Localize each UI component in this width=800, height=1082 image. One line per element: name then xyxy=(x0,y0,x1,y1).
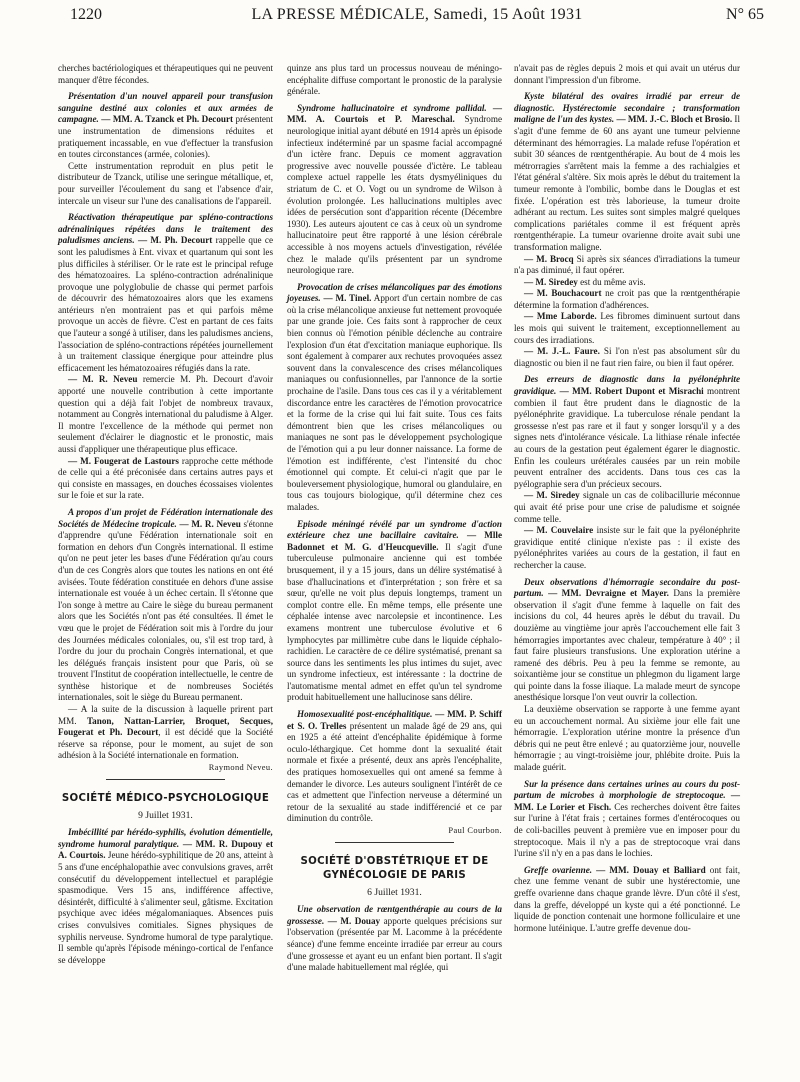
section-heading: SOCIÉTÉ MÉDICO-PSYCHOLOGIQUE xyxy=(61,792,270,804)
authors: — M. Brocq xyxy=(524,253,574,264)
authors: — M. Siredey xyxy=(524,490,580,501)
divider xyxy=(106,779,224,780)
body-text: remercie M. Ph. Decourt d'avoir apporté une nouvelle contribution à cette importante question qui a déjà fait l'objet de nombreux travaux, notamment au Congrès international du paludisme à Alger. Il montre l'excellence de la méthode qui permet non seulement d'éclairer le diagnostic et le pronostic, mais aussi d'appliquer une thérapeutique plus efficace. xyxy=(58,374,273,454)
paragraph xyxy=(58,212,273,374)
column-1 xyxy=(58,63,273,966)
body-text: est du même avis. xyxy=(577,276,646,287)
paragraph xyxy=(58,507,273,704)
body-text: Jeune hérédo-syphilitique de 20 ans, atteint à 5 ans d'une encéphalopathie avec convulsions graves, arrêt consécutif du développement intellectuel et paraplégie spasmodique. Vers 15 ans, indifférence affective, désintérêt, difficulté à s'alimenter seul, gâtisme. Excitation psychique avec idées mégalomaniaques. Absences puis crises convulsives comitiales. Signes physiques de syphilis nerveuse. Syndrome humoral de type paralytique. Il semble qu'après l'épisode méningo-cortical de l'enfance se développe xyxy=(58,850,273,965)
communication-title: Greffe ovarienne. xyxy=(524,864,593,875)
column-3 xyxy=(514,63,740,934)
authors: — MM. J.-C. Bloch et Brosio. xyxy=(614,114,733,125)
paragraph xyxy=(514,91,740,253)
section-heading: SOCIÉTÉ D'OBSTÉTRIQUE ET DE GYNÉCOLOGIE DE PARIS xyxy=(300,855,489,881)
paragraph: quinze ans plus tard un processus nouveau de méningo-encéphalite diffuse comportant le pronostic de la paralysie générale. xyxy=(287,63,502,97)
body-text: signale un cas de colibacillurie méconnue qui avait été prise pour une crise de paludisme et soignée comme telle. xyxy=(514,490,740,524)
authors: — MM. A. Tzanck et Ph. Decourt xyxy=(98,114,234,125)
authors: — MM. Robert Dupont et Misrachi xyxy=(556,386,704,397)
authors: — M. Fougerat de Lastours xyxy=(68,455,179,466)
paragraph xyxy=(514,288,740,311)
body-text: Syndrome neurologique initial ayant débuté en 1914 après un épisode infectieux indéterminé par un spasme facial accompagné d'un ictère franc. Depuis ce moment aggravation progressive avec nouvelle poussée d'ictère. Le tableau complexe actuel rappelle les états dysmyéliniques du striatum de C. et O. Vogt ou un syndrome de Wilson à évolution prolongée. Les hallucinations multiples avec idées de persécution sont d'apparition récente (Décembre 1930). Les auteurs ajoutent ce cas à ceux où un syndrome hallucinatoire peut être rapporté à une lésion cérébrale accessible à nos moyens actuels d'investigation, révélée chez le malade qu'ils présentent par un syndrome neurologique rare. xyxy=(287,114,503,276)
page-number: 1220 xyxy=(70,6,102,23)
paragraph xyxy=(514,865,740,935)
paragraph: La deuxième observation se rapporte à une femme ayant eu un accouchement normal. Au sixième jour elle fait une hémorragie. L'exploration utérine montre la présence d'un débris qui ne peut être enlevé ; au quatorzième jour, nouvelle hémorragie ; au vingt-troisième jour, phlébite droite. Puis la malade guérit. xyxy=(514,704,740,773)
paragraph xyxy=(514,779,740,860)
body-text: montrent combien il faut être prudent dans le diagnostic de la pyélonéphrite gravidique. La tuberculose rénale pendant la grossesse n'est pas rare et il faut y songer lorsqu'il y a des signes nets d'intolérance vésicale. La lithiase rénale infectée au cours de la gestation peut également égarer le diagnostic. Enfin les couleurs urétérales causées par un rein mobile peuvent entraîner des accidents. Dans tous ces cas la pyélographie sera d'un précieux secours. xyxy=(514,386,740,489)
paragraph xyxy=(287,904,502,974)
paragraph xyxy=(58,91,273,161)
authors: — MM. A. Courtois et P. Mareschal. xyxy=(287,102,502,125)
authors: — M. Tinel. xyxy=(320,293,372,304)
body-text: Les fibromes diminuent surtout dans les mois qui suivent le traitement, exceptionnellement au cours des irradiations. xyxy=(514,311,740,345)
authors: — MM. P. Schiff et S. O. Trelles xyxy=(287,709,502,731)
authors: — M. R. Neveu xyxy=(68,374,138,385)
paragraph xyxy=(514,490,740,525)
authors: — M. J.-L. Faure. xyxy=(524,346,600,357)
body-text: Si l'on n'est pas absolument sûr du diagnostic ou bien il ne faut rien faire, ou bien il faut opérer. xyxy=(514,346,740,368)
paragraph: n'avait pas de règles depuis 2 mois et qui avait un utérus dur donnant l'impression d'un fibrome. xyxy=(514,63,740,85)
communication-title: Episode méningé révélé par un syndrome d'action extérieure chez une bacillaire cavitaire. xyxy=(287,518,502,541)
signature: Paul Courbon. xyxy=(448,826,502,835)
body-text: Ces recherches doivent être faites sur l'urine à l'état frais ; certaines formes d'entérocoques ou de coli-bacilles peuvent à première vue en imposer pour du streptocoque. Mais il n'y a pas de streptocoque vrai dans l'urine s'il n'y en a pas dans le lochies. xyxy=(514,801,741,859)
paragraph xyxy=(287,709,502,825)
authors: — MM. Douay et Balliard xyxy=(592,864,706,875)
communication-title: Imbécillité par hérédo-syphilis, évolution démentielle, syndrome humoral paralytique. xyxy=(58,827,273,849)
column-2 xyxy=(287,63,502,974)
body-text: Apport d'un certain nombre de cas où la crise mélancolique anxieuse fut nettement provoquée par une grande joie. Ces faits sont à rapprocher de ceux bien connus où l'émotion pénible déclenche au contraire l'explosion d'un état d'excitation maniaque euphorique. Ils sont également à comparer aux rechutes provoquées assez souvent dans la convalescence des crises mélancoliques maniaques ou confusionnelles, par l'annonce de la sortie prochaine de l'asile. Dans tous ces cas il y a véritablement discordance entre les caractères de l'émotion provocatrice et la forme de la crise qui lui fait suite. Tous ces faits démontrent bien que les crises mélancoliques ou maniaques ne sont pas le développement psychologique de l'émotion qui a pu leur donner naissance. La forme de l'émotion est indifférente, c'est l'intensité du choc émotionnel qui compte. Et celui-ci n'agit que par le bouleversement physiologique, humoral ou glandulaire, en tous cas toujours biologique, qu'il détermine chez ces malades. xyxy=(287,293,502,512)
communication-title: Homosexualité post-encéphalitique. xyxy=(297,709,433,720)
divider xyxy=(335,842,453,843)
communication-title: Présentation d'un nouvel appareil pour transfusion sanguine destiné aux colonies et aux armées de campagne. xyxy=(58,91,273,125)
paragraph xyxy=(58,456,273,502)
paragraph: Cette instrumentation reproduit en plus petit le distributeur de Tzanck, utilise une seringue métallique, et, pour surveiller l'écoulement du sang et l'absence d'air, intercale un viseur sur l'une des canalisations de l'appareil. xyxy=(58,160,273,206)
body-text: ne croit pas que la rœntgenthérapie détermine la formation d'adhérences. xyxy=(514,288,740,310)
session-date: 9 Juillet 1931. xyxy=(138,809,193,821)
paragraph xyxy=(514,277,740,289)
body-text: ont fait, chez une femme venant de subir une hystérectomie, une greffe ovarienne dans chaque grande lèvre. D'un côté il s'est, dans la greffe, développé un kyste qui a été ponctionné. Le liquide de ponction contenait une hormone folliculaire et une hormone lutéinique. L'autre greffe devenue dou- xyxy=(514,864,740,933)
body-text: s'étonne d'apprendre qu'une Fédération internationale soit en formation en dehors d'un Congrès international. Il estime qu'on ne peut jeter les bases d'une Fédération qu'au cours d'un de ces Congrès alors que toutes les nations en ont été avisées. Toute fédération constituée en dehors d'une assise internationale est vouée à un échec certain. Il s'étonne que l'on songe à mettre au Caire le siège du bureau permanent alors que les Sociétés n'ont pas été consultées. Il émet le vœu que le projet de Fédération soit mis à l'ordre du jour des Journées médicales coloniales, ou, s'il est trop tard, à l'ordre du jour du prochain Congrès international, et que les délégués français insistent pour que Paris, où se trouvent l'Institut de coopération intellectuelle, le centre de synthèse historique et de nombreuses Sociétés internationales, soit le siège du Bureau permanent. xyxy=(58,518,274,703)
paragraph xyxy=(58,374,273,455)
paragraph xyxy=(287,519,502,705)
paragraph xyxy=(514,374,740,490)
paragraph xyxy=(58,704,273,762)
communication-title: Sur la présence dans certaines urines au cours du post-partum de microbes à morphologie de streptocoque. xyxy=(514,778,740,801)
body-text: Il s'agit d'une tuberculeuse pulmonaire ancienne qui est tombée brusquement, il y a 15 jours, dans un délire systématisé à base d'hallucinations et d'interprétation ; son frère et sa sœur, qu'elle ne voit plus depuis longtemps, trament un complot contre elle. En même temps, elle présente une céphalée intense avec narcolepsie et incontinence. Les examens montrent une tuberculose évolutive et 6 lymphocytes par millimètre cube dans le liquide céphalo-rachidien. Le caractère de ce délire systématisé, prenant sa source dans les sentiments les plus intimes du sujet, avec un syndrome infectieux, est intéressante : la doctrine de l'automatisme mental admet en effet qu'un tel syndrome produit habituellement une hallucinose sans délire. xyxy=(287,541,502,703)
paragraph xyxy=(514,254,740,277)
body-text: Il s'agit d'une femme de 60 ans ayant une tumeur pelvienne déterminant des hémorragies. La malade refuse l'opération et subit 30 séances de rœntgenthérapie. Au bout de 4 mois les métrorragies s'arrêtent mais la femme a des rachialgies et l'état général s'altère. Six mois après le début du traitement la tumeur remonte à l'ombilic, bombe dans le Douglas et est fixée. L'opération est très laborieuse, la tumeur droite adhérant au rectum. Les suites sont simples malgré quelques complications pariétales comme il est fréquent après rœntgenthérapie. La tumeur ovarienne droite avait subi une transformation maligne. xyxy=(514,114,741,252)
authors: — M. Bouchacourt xyxy=(524,288,602,299)
body-text: , il est décidé que la Société réserve sa réponse, pour le moment, au sujet de son adhésion à la Société internationale en formation. xyxy=(58,727,273,761)
communication-title: Une observation de rœntgenthérapie au cours de la grossesse. xyxy=(287,904,502,926)
issue-number: N° 65 xyxy=(726,6,764,23)
body-text: apporte quelques précisions sur l'observation (présentée par M. Lacomme à la précédente séance) d'une femme enceinte irradiée par erreur au cours d'une grossesse et ayant eu un enfant bien portant. Il s'agit d'une malade habituellement mal réglée, qui xyxy=(287,915,503,973)
paragraph: cherches bactériologiques et thérapeutiques qui ne peuvent manquer d'être fécondes. xyxy=(58,63,273,85)
authors: — MM. Devraigne et Mayer. xyxy=(543,588,669,599)
authors: — MM. Le Lorier et Fisch. xyxy=(514,790,741,812)
body-text: rappelle que ce sont les paludismes à Ent. vivax et quartanum qui sont les plus difficiles à stériliser. Or le rate est le principal refuge des hématozoaires. La spléno-contraction adrénalinique provoque une polyglobulie de chasse qui permet parfois de découvrir des hématozoaires alors que les examens antérieurs n'en montraient pas et qui parfois même provoque un accès de fièvre. C'est en partant de ces faits que l'auteur a songé à utiliser, dans les paludismes anciens, l'association de spléno-contractions répétées journellement à un traitement classique énergique pour atteindre plus efficacement les hématozoaires réfugiés dans la rate. xyxy=(58,235,273,373)
communication-title: Provocation de crises mélancoliques par des émotions joyeuses. xyxy=(287,281,502,304)
body-text: rapproche cette méthode de celle qui a été préconisée dans certains autres pays et qui consiste en massages, en douches écossaises violentes sur le foie et sur la rate. xyxy=(58,455,273,501)
authors: — MM. R. Dupouy et A. Courtois. xyxy=(58,838,274,861)
paragraph xyxy=(514,346,740,369)
authors: — M. Ph. Decourt xyxy=(134,235,213,246)
communication-title: Des erreurs de diagnostic dans la pyélonéphrite gravidique. xyxy=(514,374,740,397)
paragraph xyxy=(58,827,273,966)
paragraph xyxy=(287,103,502,277)
paragraph xyxy=(514,525,740,571)
paragraph xyxy=(287,282,502,514)
body-text: insiste sur le fait que la pyélonéphrite gravidique entité clinique n'existe pas : il existe des pyélonéphrites variées au cours de la gestation, il faut en rechercher la cause. xyxy=(514,525,740,570)
communication-title: Deux observations d'hémorragie secondaire du post-partum. xyxy=(514,576,740,599)
paragraph xyxy=(514,577,740,705)
authors: — Mme Laborde. xyxy=(524,311,597,322)
paragraph xyxy=(514,311,740,346)
authors: — M. R. Neveu xyxy=(176,518,241,529)
communication-title: Kyste bilatéral des ovaires irradié par erreur de diagnostic. Hystérectomie secondaire ; transformation maligne de l'un des kystes. xyxy=(514,91,740,125)
authors: Tanon, Nattan-Larrier, Broquet, Secques, Fougerat et Ph. Decourt xyxy=(58,715,273,738)
authors: — M. Siredey xyxy=(524,276,578,287)
communication-title: Syndrome hallucinatoire et syndrome pallidal. xyxy=(297,102,487,113)
body-text: — A la suite de la discussion à laquelle prirent part MM. xyxy=(58,704,273,726)
session-date: 6 Juillet 1931. xyxy=(367,886,422,898)
journal-title: LA PRESSE MÉDICALE, Samedi, 15 Août 1931 xyxy=(251,6,583,23)
authors: — M. Couvelaire xyxy=(524,525,594,536)
body-text: Dans la première observation il s'agit d'une femme à laquelle on fait des incisions du col, 44 heures après le début du travail. Du douzième au vingtième jour après l'accouchement elle fait 3 hémorragies importantes avec chaleur, température à 40° ; il faut faire plusieurs transfusions. Une exploration utérine a ramené des débris. Peu à peu la femme se remonte, au soixantième jour se constitue un phlegmon du ligament large qui pointe dans la fosse iliaque. La malade meurt de syncope anesthésique lorsque l'on veut ouvrir la collection. xyxy=(514,588,741,703)
body-text: Si après six séances d'irradiations la tumeur n'a pas diminué, il faut opérer. xyxy=(514,253,740,276)
authors: — M. Douay xyxy=(324,915,381,926)
communication-title: Réactivation thérapeutique par spléno-contractions adrénaliniques répétées dans le traitement des paludismes anciens. xyxy=(58,212,273,246)
page-header xyxy=(70,6,764,32)
body-text: présentent un malade âgé de 29 ans, qui en 1925 a été atteint d'encéphalite épidémique à forme oculo-léthargique. Cet homme dont la sexualité était normale et fixée a présenté, deux ans après l'encéphalite, des pratiques homosexuelles qui ont amené sa femme à demander le divorce. Les auteurs soulignent l'intérêt de ce cas et admettent que l'infection nerveuse a déterminé un retour de la sexualité au stade indifférencié et ce par diminution du contrôle. xyxy=(287,720,502,824)
signature: Raymond Neveu. xyxy=(208,763,273,773)
authors: — Mlle Badonnet et M. G. d'Heucqueville. xyxy=(287,530,502,552)
communication-title: A propos d'un projet de Fédération internationale des Sociétés de Médecine tropicale. xyxy=(58,506,273,529)
body-text: présentent une instrumentation de dimensions réduites et pratiquement incassable, en vue d'effectuer la transfusion en toutes circonstances (armée, colonies). xyxy=(58,114,273,160)
